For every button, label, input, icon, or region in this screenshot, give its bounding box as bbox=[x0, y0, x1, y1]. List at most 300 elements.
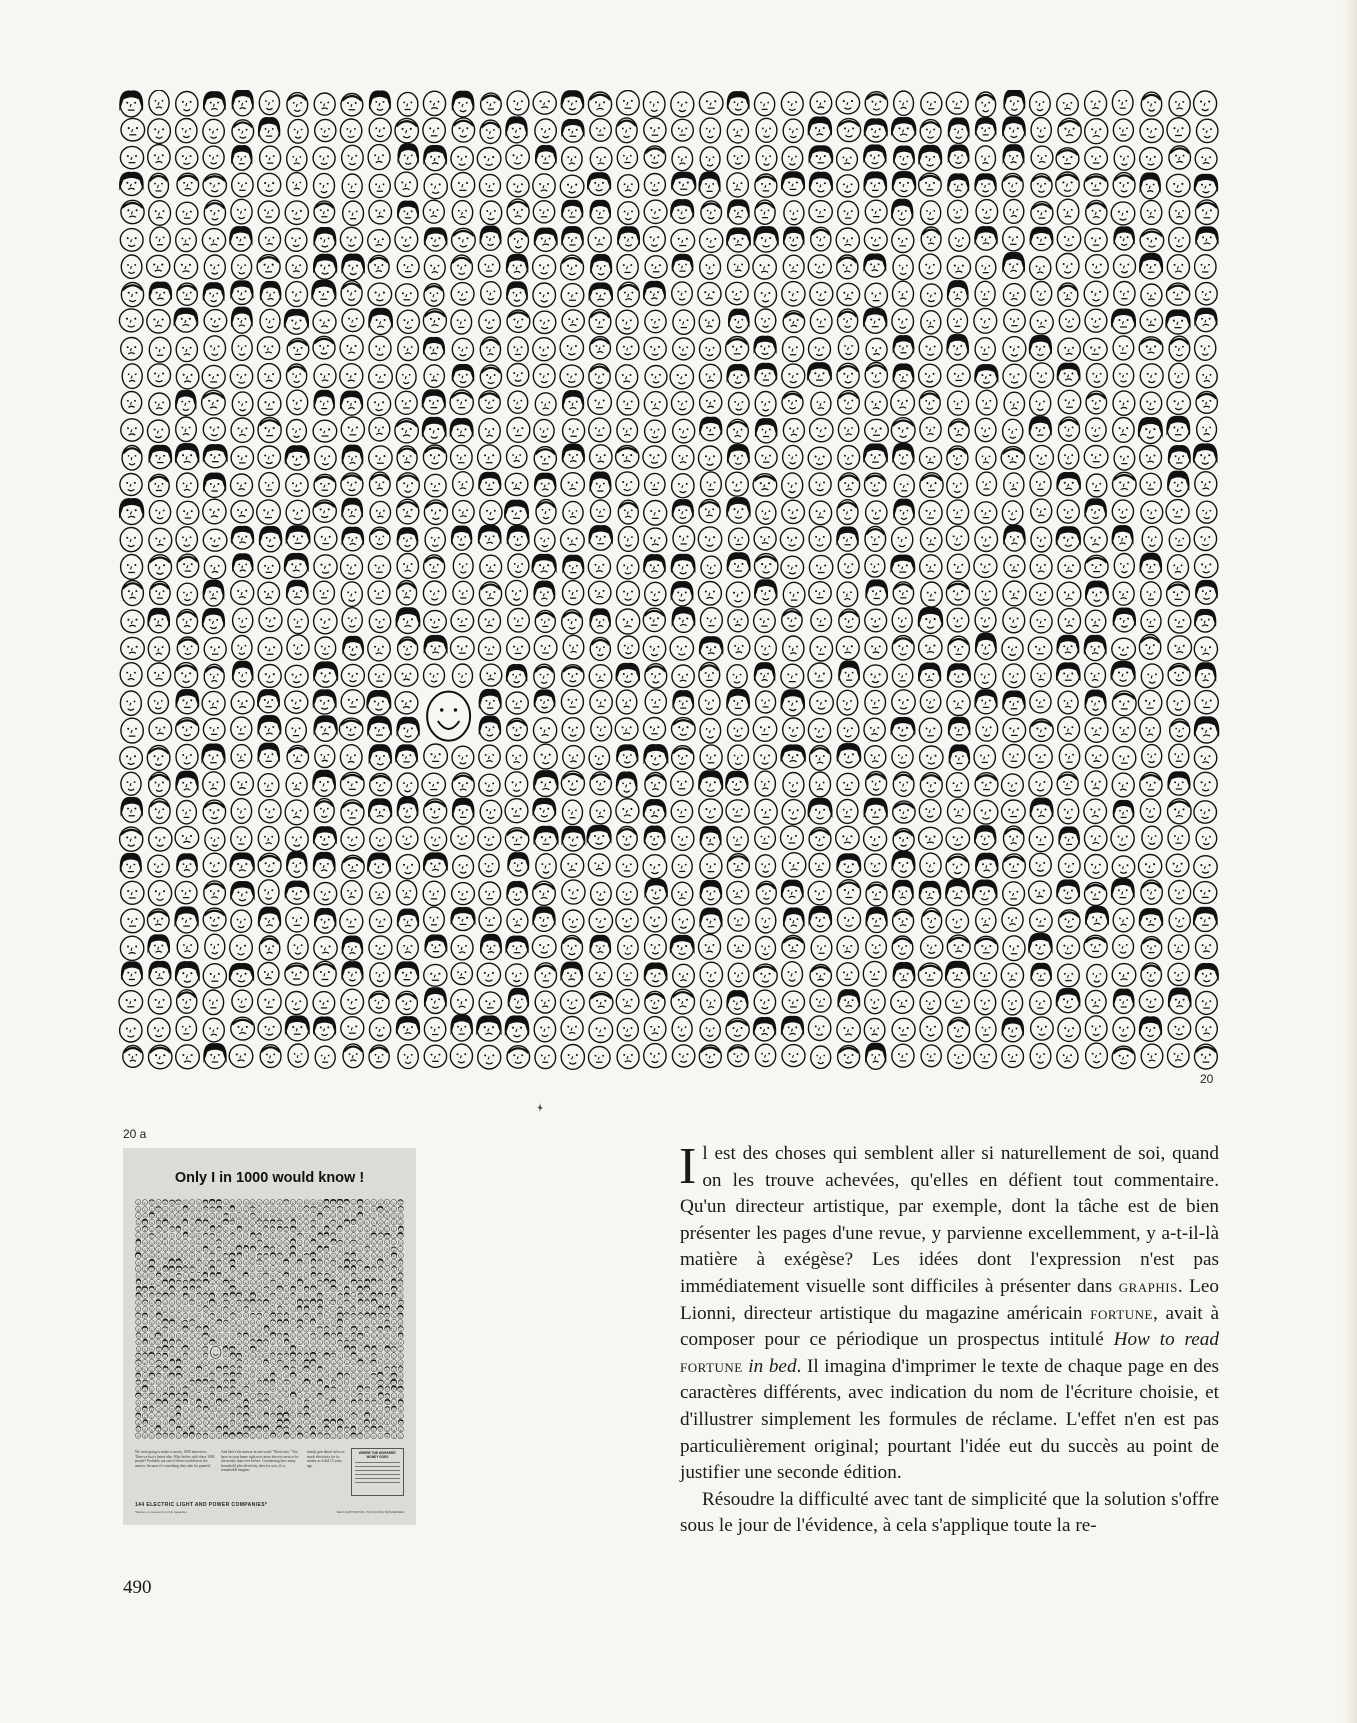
face-icon bbox=[183, 1366, 189, 1372]
face-icon bbox=[617, 226, 640, 251]
face-icon bbox=[283, 1360, 289, 1366]
face-icon bbox=[203, 1293, 209, 1299]
face-icon bbox=[257, 337, 279, 360]
face-icon bbox=[263, 1426, 269, 1432]
face-icon bbox=[391, 1239, 396, 1245]
face-icon bbox=[163, 1253, 168, 1259]
face-icon bbox=[479, 637, 501, 660]
face-icon bbox=[480, 555, 502, 578]
face-icon bbox=[364, 1373, 369, 1379]
face-icon bbox=[156, 1240, 161, 1245]
face-icon bbox=[163, 1420, 168, 1426]
face-icon bbox=[338, 1380, 343, 1386]
face-icon bbox=[368, 798, 392, 823]
face-icon bbox=[378, 1420, 383, 1426]
face-icon bbox=[162, 1312, 168, 1318]
face-icon bbox=[331, 1313, 336, 1319]
face-icon bbox=[946, 334, 969, 360]
face-icon bbox=[341, 664, 364, 686]
face-icon bbox=[250, 1226, 255, 1232]
face-icon bbox=[277, 1386, 282, 1392]
face-icon bbox=[170, 1253, 175, 1259]
face-icon bbox=[370, 501, 390, 523]
face-icon bbox=[203, 1366, 208, 1372]
face-icon bbox=[169, 1299, 175, 1305]
face-icon bbox=[331, 1226, 337, 1232]
face-icon bbox=[563, 419, 585, 443]
face-icon bbox=[1197, 417, 1217, 441]
face-icon bbox=[217, 1253, 223, 1259]
face-icon bbox=[182, 1326, 188, 1332]
face-icon bbox=[1003, 284, 1025, 306]
face-icon bbox=[783, 119, 803, 142]
face-icon bbox=[837, 880, 860, 905]
face-icon bbox=[232, 255, 252, 279]
face-icon bbox=[644, 962, 668, 986]
face-icon bbox=[780, 744, 805, 767]
face-icon bbox=[196, 1219, 202, 1225]
face-icon bbox=[270, 1246, 275, 1252]
face-icon bbox=[232, 120, 254, 143]
face-icon bbox=[726, 227, 751, 252]
face-icon bbox=[1057, 500, 1079, 523]
face-icon bbox=[561, 1045, 584, 1070]
face-icon bbox=[589, 471, 611, 497]
face-icon bbox=[1004, 473, 1024, 497]
face-icon bbox=[230, 1265, 235, 1271]
face-icon bbox=[947, 256, 970, 279]
face-icon bbox=[176, 202, 198, 224]
face-icon bbox=[204, 336, 225, 361]
face-icon bbox=[317, 1286, 322, 1292]
face-icon bbox=[149, 1279, 154, 1285]
face-icon bbox=[270, 1393, 275, 1398]
face-icon bbox=[479, 689, 502, 715]
face-icon bbox=[286, 256, 307, 278]
face-icon bbox=[331, 1320, 336, 1326]
face-icon bbox=[149, 1326, 154, 1332]
face-icon bbox=[384, 1326, 390, 1332]
face-icon bbox=[783, 907, 805, 933]
face-icon bbox=[156, 1380, 161, 1385]
face-icon bbox=[753, 717, 776, 741]
face-icon bbox=[391, 1246, 396, 1252]
face-icon bbox=[263, 1219, 268, 1225]
face-icon bbox=[782, 473, 803, 498]
face-icon bbox=[976, 1017, 996, 1042]
face-icon bbox=[169, 1359, 174, 1365]
face-icon bbox=[318, 1420, 323, 1426]
face-icon bbox=[149, 1206, 155, 1212]
face-icon bbox=[150, 227, 170, 251]
face-icon bbox=[371, 1373, 377, 1378]
face-icon bbox=[190, 1219, 196, 1225]
face-icon bbox=[976, 447, 996, 470]
face-icon bbox=[149, 282, 172, 306]
face-icon bbox=[236, 1300, 242, 1306]
face-icon bbox=[203, 1213, 208, 1219]
face-icon bbox=[1195, 255, 1216, 279]
face-icon bbox=[948, 1018, 970, 1043]
face-icon bbox=[297, 1353, 302, 1359]
face-icon bbox=[364, 1419, 370, 1425]
face-icon bbox=[263, 1213, 268, 1219]
face-icon bbox=[121, 118, 145, 141]
face-icon bbox=[163, 1386, 168, 1392]
face-icon bbox=[258, 556, 280, 578]
face-icon bbox=[1113, 691, 1137, 716]
face-icon bbox=[284, 309, 309, 334]
face-icon bbox=[391, 1433, 396, 1439]
face-icon bbox=[230, 1386, 235, 1391]
face-icon bbox=[1029, 335, 1052, 361]
face-icon bbox=[257, 1406, 262, 1412]
face-icon bbox=[948, 309, 968, 333]
face-icon bbox=[311, 1393, 317, 1398]
face-icon bbox=[1195, 555, 1218, 578]
face-icon bbox=[270, 1306, 275, 1312]
face-icon bbox=[189, 1425, 194, 1431]
face-icon bbox=[364, 1320, 369, 1326]
face-icon bbox=[358, 1353, 363, 1359]
face-icon bbox=[507, 637, 530, 660]
face-icon bbox=[809, 501, 831, 525]
face-icon bbox=[324, 1300, 329, 1306]
face-icon bbox=[236, 1213, 242, 1219]
face-icon bbox=[258, 418, 281, 443]
face-icon bbox=[136, 1200, 141, 1205]
face-icon bbox=[782, 991, 804, 1013]
face-icon bbox=[385, 1273, 390, 1279]
face-icon bbox=[142, 1433, 148, 1439]
face-icon bbox=[398, 1206, 403, 1212]
page-number: 490 bbox=[123, 1577, 152, 1598]
face-icon bbox=[391, 1353, 396, 1359]
face-icon bbox=[177, 583, 197, 605]
face-icon bbox=[1113, 364, 1133, 387]
face-icon bbox=[291, 1433, 296, 1439]
face-icon bbox=[783, 445, 803, 468]
face-icon bbox=[177, 609, 198, 633]
face-icon bbox=[344, 1286, 349, 1292]
face-icon bbox=[224, 1199, 229, 1205]
face-icon bbox=[324, 1232, 329, 1238]
face-icon bbox=[243, 1399, 248, 1405]
face-icon bbox=[727, 91, 750, 115]
face-icon bbox=[163, 1326, 168, 1331]
face-icon bbox=[477, 963, 500, 986]
face-icon bbox=[175, 961, 200, 987]
face-icon bbox=[672, 909, 694, 933]
face-icon bbox=[358, 1226, 363, 1232]
face-icon bbox=[1058, 799, 1079, 824]
face-icon bbox=[344, 1246, 349, 1252]
face-icon bbox=[1169, 201, 1189, 224]
face-icon bbox=[837, 936, 858, 958]
face-icon bbox=[425, 828, 447, 851]
face-icon bbox=[232, 553, 253, 577]
face-icon bbox=[196, 1373, 202, 1378]
face-icon bbox=[756, 937, 776, 960]
face-icon bbox=[311, 1220, 316, 1226]
face-icon bbox=[699, 172, 721, 199]
face-icon bbox=[304, 1206, 309, 1212]
face-icon bbox=[163, 1427, 168, 1432]
face-icon bbox=[1031, 202, 1053, 225]
face-icon bbox=[340, 227, 362, 251]
face-icon bbox=[975, 608, 996, 632]
face-icon bbox=[1085, 718, 1108, 742]
face-icon bbox=[216, 1220, 221, 1226]
face-icon bbox=[291, 1380, 296, 1386]
face-icon bbox=[452, 338, 473, 360]
face-icon bbox=[169, 1426, 174, 1432]
face-icon bbox=[286, 474, 308, 497]
face-icon bbox=[237, 1266, 242, 1272]
face-icon bbox=[368, 283, 392, 305]
face-icon bbox=[337, 1300, 342, 1306]
face-icon bbox=[142, 1373, 148, 1379]
face-icon bbox=[1029, 416, 1052, 442]
face-icon bbox=[508, 391, 528, 413]
face-icon bbox=[210, 1366, 215, 1372]
face-icon bbox=[892, 1044, 914, 1067]
face-icon bbox=[250, 1200, 255, 1206]
face-icon bbox=[136, 1386, 141, 1392]
face-icon bbox=[257, 1200, 263, 1206]
face-icon bbox=[1140, 392, 1161, 414]
face-icon bbox=[284, 1253, 290, 1259]
face-icon bbox=[284, 1326, 290, 1332]
face-icon bbox=[810, 990, 831, 1012]
face-icon bbox=[196, 1406, 201, 1412]
face-icon bbox=[1002, 638, 1023, 661]
face-icon bbox=[1140, 772, 1162, 796]
face-icon bbox=[257, 1326, 262, 1332]
face-icon bbox=[190, 1400, 195, 1405]
face-icon bbox=[479, 774, 500, 796]
face-icon bbox=[315, 637, 336, 659]
face-icon bbox=[1112, 90, 1133, 115]
face-icon bbox=[357, 1246, 362, 1251]
face-icon bbox=[837, 175, 859, 197]
face-icon bbox=[210, 1359, 215, 1365]
face-icon bbox=[397, 446, 417, 470]
face-icon bbox=[285, 201, 308, 225]
face-icon bbox=[533, 770, 558, 797]
face-icon bbox=[726, 990, 748, 1014]
face-icon bbox=[284, 1393, 289, 1398]
face-icon bbox=[808, 1016, 830, 1041]
face-icon bbox=[257, 689, 280, 713]
face-icon bbox=[424, 635, 448, 660]
face-icon bbox=[534, 419, 554, 442]
face-icon bbox=[230, 1420, 235, 1426]
face-icon bbox=[726, 497, 750, 523]
face-icon bbox=[263, 1333, 269, 1339]
face-icon bbox=[1030, 227, 1054, 251]
face-icon bbox=[196, 1433, 201, 1439]
face-icon bbox=[700, 854, 722, 879]
face-icon bbox=[505, 828, 528, 851]
face-icon bbox=[947, 280, 969, 306]
face-icon bbox=[533, 338, 555, 361]
face-icon bbox=[148, 1266, 154, 1272]
face-icon bbox=[451, 963, 472, 985]
face-icon bbox=[313, 336, 335, 359]
face-icon bbox=[1031, 118, 1051, 143]
face-icon bbox=[357, 1286, 363, 1292]
face-icon bbox=[303, 1226, 309, 1232]
face-icon bbox=[331, 1333, 336, 1339]
face-icon bbox=[397, 796, 419, 822]
face-icon bbox=[230, 852, 255, 877]
face-icon bbox=[369, 90, 391, 115]
face-icon bbox=[344, 1313, 350, 1319]
face-icon bbox=[616, 446, 639, 469]
face-icon bbox=[204, 664, 224, 688]
face-icon bbox=[344, 1366, 350, 1372]
face-icon bbox=[203, 1353, 208, 1359]
face-icon bbox=[536, 854, 556, 879]
face-icon bbox=[1113, 119, 1133, 141]
face-icon bbox=[136, 1279, 141, 1285]
face-icon bbox=[150, 1313, 155, 1319]
face-icon bbox=[398, 92, 418, 116]
face-icon bbox=[223, 1373, 229, 1379]
face-icon bbox=[317, 1313, 322, 1319]
face-icon bbox=[395, 172, 417, 196]
face-icon bbox=[338, 1346, 343, 1352]
face-icon bbox=[243, 1299, 249, 1305]
face-icon bbox=[338, 1360, 343, 1366]
face-icon bbox=[243, 1280, 249, 1286]
face-icon bbox=[378, 1306, 383, 1312]
face-icon bbox=[263, 1273, 269, 1279]
face-icon bbox=[344, 1420, 349, 1426]
face-icon bbox=[183, 1399, 188, 1405]
face-icon bbox=[142, 1226, 148, 1232]
face-icon bbox=[727, 419, 748, 443]
face-icon bbox=[149, 1259, 155, 1265]
face-icon bbox=[176, 1259, 182, 1265]
face-icon bbox=[148, 691, 168, 713]
article-body bbox=[679, 1138, 1219, 1540]
face-icon bbox=[285, 800, 308, 825]
face-icon bbox=[351, 1426, 356, 1432]
face-icon bbox=[672, 607, 696, 633]
face-icon bbox=[535, 393, 556, 415]
face-icon bbox=[203, 1272, 208, 1278]
face-icon bbox=[331, 1233, 336, 1239]
face-icon bbox=[893, 582, 913, 604]
face-icon bbox=[149, 474, 170, 496]
face-icon bbox=[264, 1306, 269, 1312]
face-icon bbox=[277, 1400, 282, 1405]
face-icon bbox=[452, 746, 474, 768]
face-icon bbox=[270, 1266, 275, 1272]
face-icon bbox=[337, 1326, 343, 1332]
face-icon bbox=[756, 855, 776, 877]
face-icon bbox=[223, 1293, 228, 1299]
face-icon bbox=[972, 879, 997, 904]
face-icon bbox=[781, 664, 804, 688]
face-icon bbox=[331, 1326, 337, 1332]
face-icon bbox=[561, 991, 585, 1014]
face-icon bbox=[673, 419, 695, 443]
face-icon bbox=[560, 336, 583, 360]
face-icon bbox=[340, 335, 363, 360]
face-icon bbox=[196, 1226, 202, 1231]
face-icon bbox=[290, 1319, 296, 1325]
face-icon bbox=[783, 255, 804, 278]
face-icon bbox=[337, 1199, 343, 1205]
face-icon bbox=[589, 909, 612, 933]
face-icon bbox=[136, 1413, 142, 1419]
face-icon bbox=[369, 336, 391, 360]
face-icon bbox=[1004, 392, 1024, 415]
face-icon bbox=[190, 1240, 195, 1246]
face-icon bbox=[1111, 308, 1136, 333]
face-icon bbox=[156, 1260, 161, 1265]
prospectus-title: How to read bbox=[1113, 1329, 1219, 1351]
face-icon bbox=[364, 1433, 369, 1439]
face-icon bbox=[836, 826, 859, 849]
face-icon bbox=[156, 1393, 161, 1398]
face-icon bbox=[919, 391, 940, 414]
face-icon bbox=[1141, 501, 1163, 523]
face-icon bbox=[190, 1326, 196, 1332]
face-icon bbox=[304, 1306, 309, 1312]
face-icon bbox=[384, 1213, 390, 1219]
face-icon bbox=[338, 1306, 343, 1311]
face-icon bbox=[358, 1240, 364, 1245]
face-icon bbox=[1084, 281, 1108, 306]
face-icon bbox=[190, 1413, 195, 1419]
face-icon bbox=[196, 1313, 201, 1318]
face-icon bbox=[324, 1240, 330, 1246]
face-icon bbox=[364, 1233, 370, 1239]
face-icon bbox=[231, 910, 252, 932]
face-icon bbox=[304, 1406, 309, 1412]
face-icon bbox=[864, 827, 887, 851]
face-icon bbox=[423, 445, 446, 469]
face-icon bbox=[370, 774, 392, 796]
face-icon bbox=[391, 1326, 397, 1332]
face-icon bbox=[223, 1333, 229, 1338]
face-icon bbox=[385, 1293, 390, 1299]
face-icon bbox=[270, 1379, 275, 1385]
face-icon bbox=[729, 528, 749, 550]
face-icon bbox=[754, 363, 777, 386]
face-icon bbox=[385, 1239, 390, 1245]
face-icon bbox=[809, 854, 830, 878]
face-icon bbox=[148, 855, 169, 877]
face-icon bbox=[351, 1286, 356, 1292]
face-icon bbox=[478, 1045, 501, 1069]
face-icon bbox=[1002, 1046, 1024, 1068]
face-icon bbox=[311, 1346, 317, 1352]
face-icon bbox=[701, 608, 723, 633]
face-icon bbox=[643, 855, 667, 879]
face-icon bbox=[385, 1333, 390, 1339]
face-icon bbox=[176, 1207, 181, 1212]
face-icon bbox=[297, 1199, 302, 1205]
face-icon bbox=[481, 93, 502, 115]
face-icon bbox=[946, 581, 969, 605]
face-icon bbox=[947, 500, 969, 524]
face-icon bbox=[391, 1226, 396, 1232]
